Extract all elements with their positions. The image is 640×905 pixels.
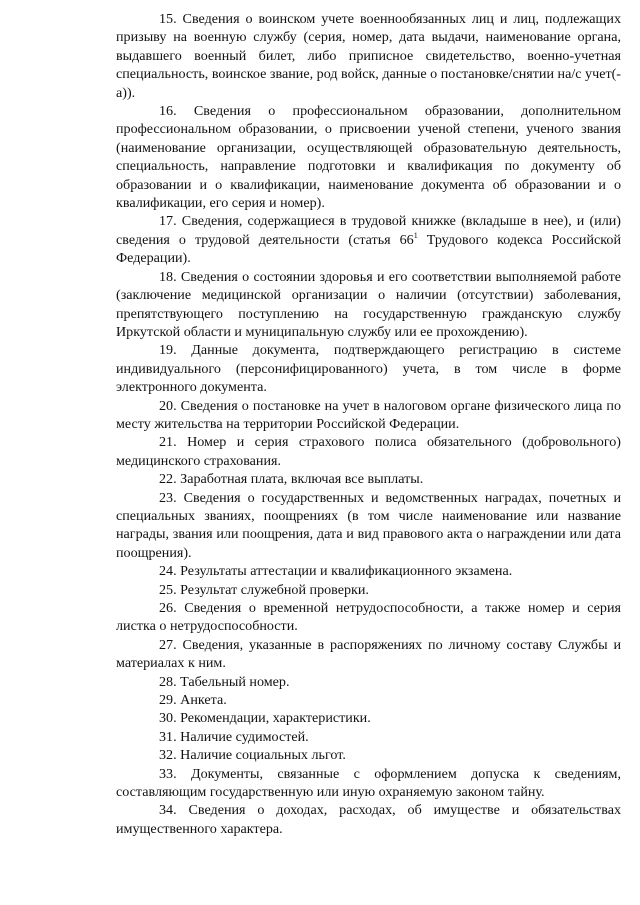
- list-item-27: 27. Сведения, указанные в распоряжениях по личному составу Службы и материалах к ним.: [116, 636, 621, 672]
- list-item-31: 31. Наличие судимостей.: [159, 728, 309, 745]
- list-item-23: 23. Сведения о государственных и ведомственных наградах, почетных и специальных званиях, поощрениях (в том числе наименование или название награды, звания или поощрения, дата и вид правового акта о награждении или дата поощрения).: [116, 489, 621, 561]
- list-item-18: 18. Сведения о состоянии здоровья и его соответствии выполняемой работе (заключение медицинской организации о наличии (отсутствии) заболевания, препятствующего поступлению на государственную гражданскую службу Иркутской области и муниципальную службу или ее прохождению).: [116, 268, 621, 340]
- list-item-32: 32. Наличие социальных льгот.: [159, 747, 346, 764]
- list-item-25: 25. Результат служебной проверки.: [159, 581, 369, 598]
- list-item-21: 21. Номер и серия страхового полиса обязательного (добровольного) медицинского страхования.: [116, 434, 621, 469]
- list-item-30: 30. Рекомендации, характеристики.: [159, 710, 371, 727]
- list-item-28: 28. Табельный номер.: [159, 673, 290, 690]
- list-item-33: 33. Документы, связанные с оформлением допуска к сведениям, составляющим государственную или иную охраняемую законом тайну.: [116, 765, 621, 801]
- list-item-26: 26. Сведения о временной нетрудоспособности, а также номер и серия листка о нетрудоспособности.: [116, 600, 621, 635]
- list-item-34: 34. Сведения о доходах, расходах, об имуществе и обязательствах имущественного характера.: [116, 802, 621, 837]
- list-item-20: 20. Сведения о постановке на учет в налоговом органе физического лица по месту жительства на территории Российской Федерации.: [116, 397, 621, 432]
- list-item-17-text-before: 17. Сведения, содержащиеся в трудовой книжке (вкладыше в нее), и (или) сведения о трудовой деятельности (статья 66: [116, 213, 621, 248]
- list-item-17: [116, 212, 621, 267]
- list-item-24: 24. Результаты аттестации и квалификационного экзамена.: [159, 563, 513, 580]
- list-item-15: 15. Сведения о воинском учете военнообязанных лиц и лиц, подлежащих призыву на военную службу (серия, номер, дата выдачи, наименование органа, выдавшего военный билет, либо приписное свидетельство, военно-учетная специальность, воинское звание, род войск, данные о постановке/снятии на/с учет(-а)).: [116, 11, 621, 101]
- list-item-29: 29. Анкета.: [159, 692, 227, 709]
- article-superscript: 1: [413, 230, 418, 240]
- list-item-19: 19. Данные документа, подтверждающего регистрацию в системе индивидуального (персонифицированного) учета, в том числе в форме электронного документа.: [116, 342, 621, 396]
- list-item-16: 16. Сведения о профессиональном образовании, дополнительном профессиональном образовании, о присвоении ученой степени, ученого звания (наименование организации, осуществляющей образовательную деятельность, специальность, направление подготовки и квалификация по документу об образовании и о квалификации, наименование документа об образовании и о квалификации, его серия и номер).: [116, 103, 621, 212]
- list-item-22: 22. Заработная плата, включая все выплаты.: [159, 471, 424, 488]
- document-body: [116, 10, 621, 838]
- list-item-17-text-after: Трудового кодекса Российской Федерации).: [116, 231, 621, 267]
